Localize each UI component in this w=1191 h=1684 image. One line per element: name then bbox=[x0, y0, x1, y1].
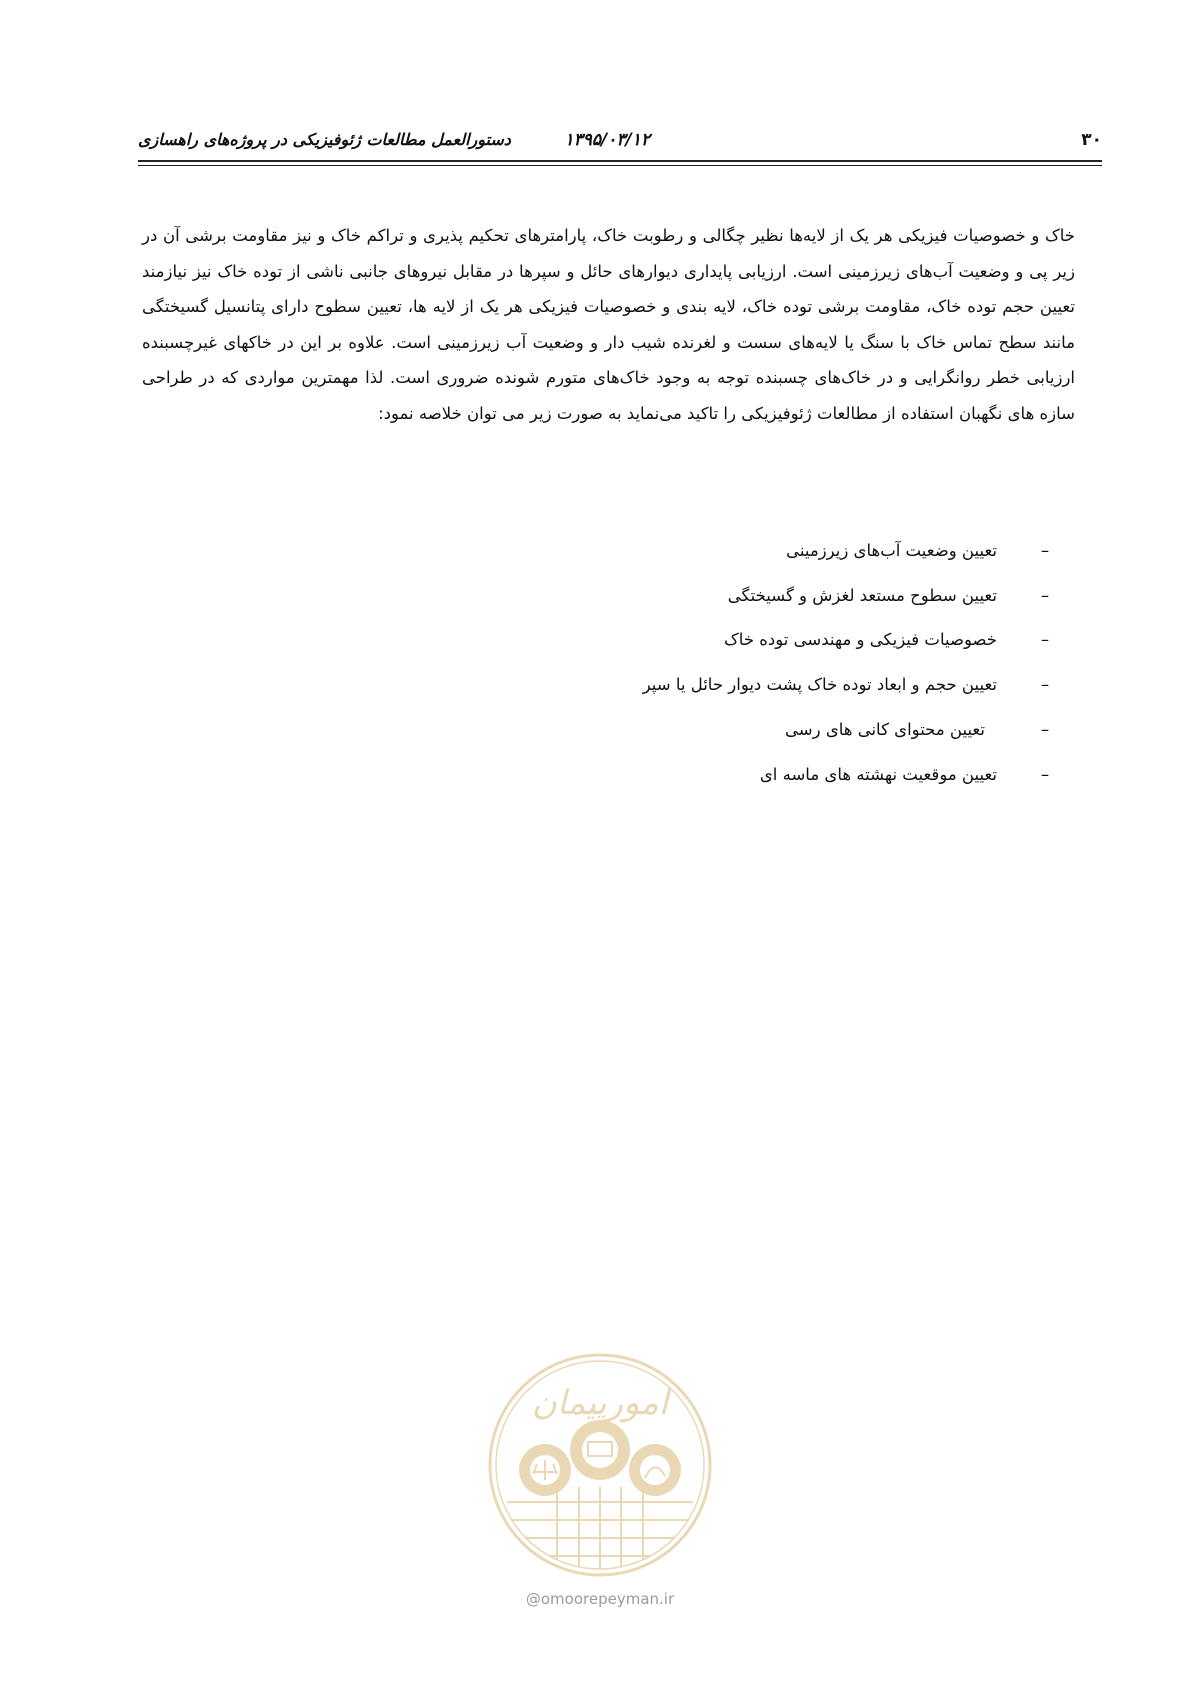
bullet-dash: – bbox=[1040, 675, 1050, 695]
bullet-dash: – bbox=[1040, 585, 1050, 605]
list-item bbox=[375, 528, 1075, 573]
bullet-dash: – bbox=[1040, 720, 1050, 740]
bullet-dash: – bbox=[1040, 540, 1050, 560]
header-title: دستورالعمل مطالعات ژئوفیزیکی در پروژه‌های راهسازی bbox=[138, 130, 511, 149]
list-item-text: تعیین حجم و ابعاد توده خاک پشت دیوار حائل یا سپر bbox=[642, 675, 997, 695]
list-item bbox=[375, 573, 1075, 618]
page-number: ۳۰ bbox=[1081, 130, 1102, 150]
list-item-text: تعیین موقعیت نهشته های ماسه ای bbox=[759, 764, 997, 784]
body-paragraph: خاک و خصوصیات فیزیکی هر یک از لایه‌ها نظیر چگالی و رطوبت خاک، پارامترهای تحکیم پذیری و تراکم خاک و نیز مقاومت برشی آن در زیر پی و وضعیت آب‌های زیرزمینی است. ارزیابی پایداری دیوارهای حائل و سپرها در مقابل نیروهای جانبی ناشی از توده خاک نیز نیازمند تعیین حجم توده خاک، مقاومت برشی توده خاک، لایه بندی و خصوصیات فیزیکی هر یک از لایه ها، تعیین سطوح دارای پتانسیل گسیختگی مانند سطح تماس خاک با سنگ یا لایه‌های سست و لغرنده شیب دار و وضعیت آب زیرزمینی است. علاوه بر این در خاکهای غیرچسبنده ارزیابی خطر روانگرایی و در خاک‌های چسبنده توجه به وجود خاک‌های متورم شونده ضروری است. لذا مهمترین مواردی که در طراحی سازه های نگهبان استفاده از مطالعات ژئوفیزیکی را تاکید می‌نماید به صورت زیر می توان خلاصه نمود: bbox=[142, 226, 1075, 423]
header-date: ۱۳۹۵/۰۳/۱۲ bbox=[564, 130, 650, 150]
watermark-footer: @omoorepeyman.ir bbox=[525, 1590, 675, 1608]
header-rule-thick bbox=[138, 160, 1102, 162]
watermark-logo bbox=[487, 1352, 713, 1578]
list-item-text: تعیین محتوای کانی های رسی bbox=[785, 720, 985, 740]
bullet-list bbox=[375, 528, 1075, 797]
header-rule-thin bbox=[138, 165, 1102, 166]
watermark-logo-text: امورپیمان bbox=[531, 1383, 669, 1423]
list-item bbox=[375, 707, 1075, 752]
list-item-text: تعیین وضعیت آب‌های زیرزمینی bbox=[786, 540, 997, 560]
list-item bbox=[375, 662, 1075, 707]
list-item bbox=[375, 752, 1075, 797]
page-header bbox=[138, 128, 1102, 158]
bullet-dash: – bbox=[1040, 630, 1050, 650]
list-item bbox=[375, 618, 1075, 663]
list-item-text: تعیین سطوح مستعد لغزش و گسیختگی bbox=[727, 585, 997, 605]
bullet-dash: – bbox=[1040, 764, 1050, 784]
list-item-text: خصوصیات فیزیکی و مهندسی توده خاک bbox=[724, 630, 997, 650]
